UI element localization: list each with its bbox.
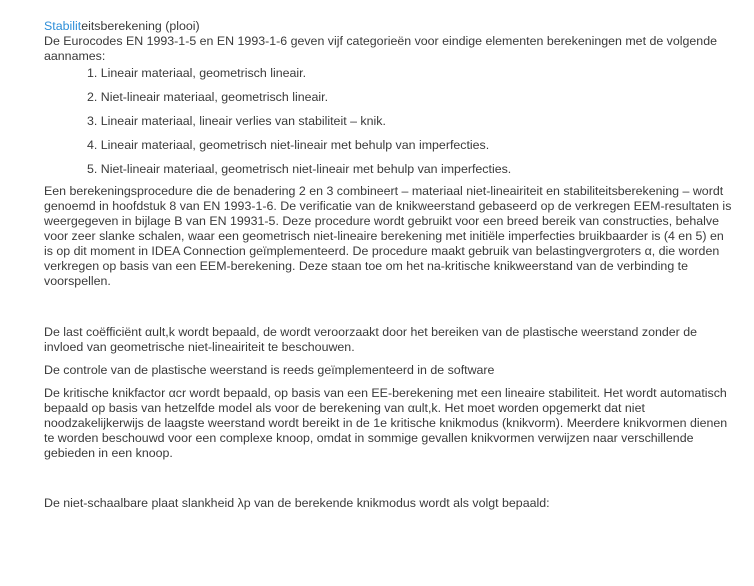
list-item: 5. Niet-lineair materiaal, geometrisch niet-lineair met behulp van imperfecties. [87,162,512,176]
list-item: 1. Lineair materiaal, geometrisch lineair. [87,66,307,80]
procedure-paragraph: Een berekeningsprocedure die de benadering 2 en 3 combineert – materiaal niet-lineairiteit en stabiliteitsberekening – wordt genoemd in hoofdstuk 8 van EN 1993-1-6. De verificatie van de knikweerstand gebaseerd op de verkregen EEM-resultaten is weergegeven in bijlage B van EN 19931-5. Deze procedure wordt gebruikt voor een breed bereik van constructies, behalve voor zeer slanke schalen, waar een geometrisch niet-lineaire berekening met initiële imperfecties bruikbaarder is (4 en 5) en is op dit moment in IDEA Connection geïmplementeerd. De procedure maakt gebruik van belastingvergroters α, die worden verkregen op basis van een EEM-berekening. Deze staan toe om het na-kritische knikweerstand van de verbinding te voorspellen. [44,184,732,288]
document-body [44,19,734,511]
assumption-list [44,66,734,177]
list-item: 3. Lineair materiaal, lineair verlies van stabiliteit – knik. [87,114,386,128]
slenderness-paragraph: De niet-schaalbare plaat slankheid λp van de berekende knikmodus wordt als volgt bepaald: [44,496,550,510]
control-paragraph: De controle van de plastische weerstand is reeds geïmplementeerd in de software [44,363,495,377]
alpha-ult-paragraph: De last coëfficiënt αult,k wordt bepaald, de wordt veroorzaakt door het bereiken van de plastische weerstand zonder de invloed van geometrische niet-lineairiteit te beschouwen. [44,325,698,354]
list-item: 4. Lineair materiaal, geometrisch niet-lineair met behulp van imperfecties. [87,138,490,152]
section-heading [44,19,734,34]
heading-text: eitsberekening (plooi) [81,19,200,33]
list-item: 2. Niet-lineair materiaal, geometrisch lineair. [87,90,329,104]
alpha-cr-paragraph: De kritische knikfactor αcr wordt bepaald, op basis van een EE-berekening met een lineaire stabiliteit. Het wordt automatisch bepaald op basis van hetzelfde model als voor de berekening van αult,k. Het moet worden opgemerkt dat niet noodzakelijkerwijs de laagste weerstand wordt bereikt in de 1e kritische knikmodus (knikvorm). Meerdere knikvormen dienen te worden beschouwd voor een complexe knoop, omdat in sommige gevallen knikvormen verwijzen naar verschillende gebieden in een knoop. [44,386,728,460]
intro-paragraph: De Eurocodes EN 1993-1-5 en EN 1993-1-6 geven vijf categorieën voor eindige elementen berekeningen met de volgende aannames: [44,34,717,63]
heading-link[interactable]: Stabilit [44,19,82,33]
